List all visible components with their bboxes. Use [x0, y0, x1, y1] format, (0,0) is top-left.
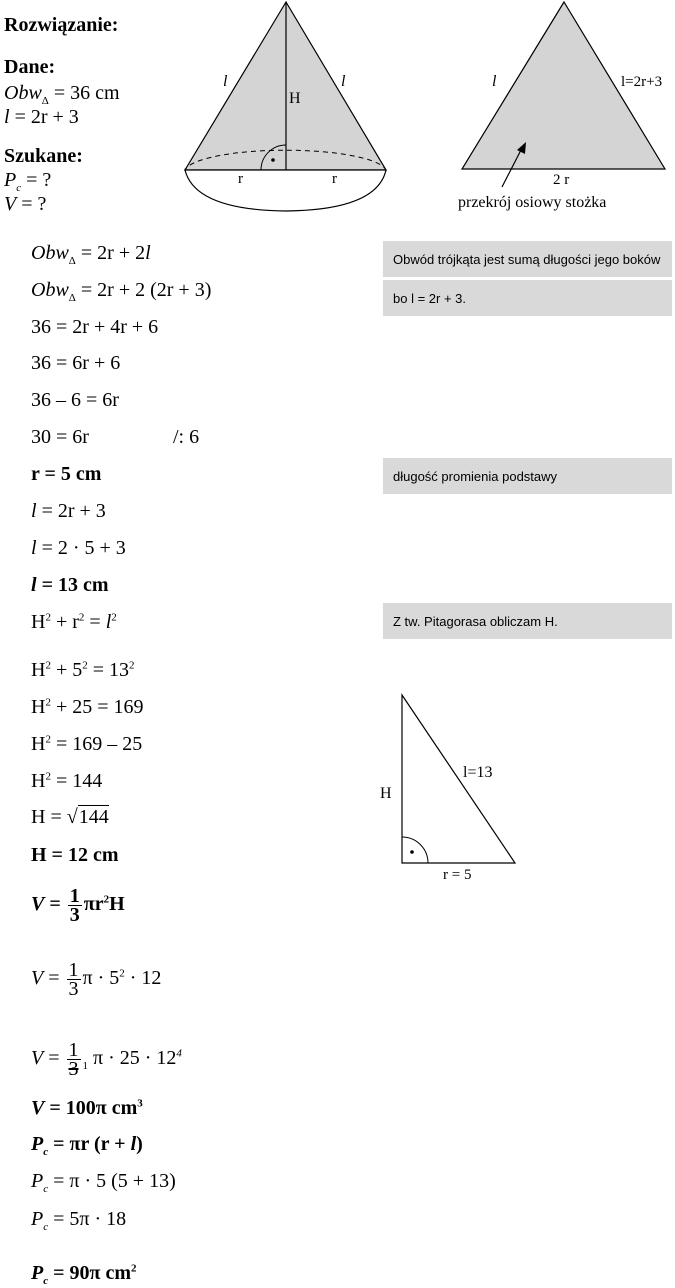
sought-area: $P_c$ = ? — [4, 169, 52, 194]
step-volume-result: V = 100π $cm^3$ — [31, 1097, 143, 1119]
triangle-hypotenuse-label: l=13 — [463, 764, 493, 781]
note-perimeter: Obwód trójkąta jest sumą długości jego boków — [383, 241, 672, 277]
step-perimeter-formula: Obw$_\Delta$ = 2r + 2l — [31, 242, 151, 267]
section-right-side-label: l=2r+3 — [621, 74, 663, 90]
step-4: 36 = 6r + 6 — [31, 352, 121, 374]
step-14: $H^2 = 169 - 25$ — [31, 733, 143, 755]
note-pythagoras: Z tw. Pitagorasa obliczam H. — [383, 603, 672, 639]
given-slant: l = 2r + 3 — [4, 106, 79, 128]
cone-height-label: H — [289, 90, 301, 107]
step-slant-substituted: l = 2 · 5 + 3 — [31, 537, 126, 559]
cone-radius-left-label: r — [238, 171, 243, 187]
step-volume-formula: V = $\frac{1}{3}$ $\pi r^2H$ — [31, 884, 125, 926]
cone-radius-right-label: r — [332, 171, 337, 187]
step-radius-result: r = 5 cm — [31, 463, 102, 485]
given-perimeter: Obw$_\Delta$ = 36 cm — [4, 82, 120, 107]
cone-slant-right-label: l — [341, 73, 346, 90]
step-3: 36 = 2r + 4r + 6 — [31, 316, 159, 338]
step-area-result: $P_c = 90\pi$ $cm^2$ — [31, 1262, 137, 1287]
note-radius: długość promienia podstawy — [383, 458, 672, 494]
section-caption: przekrój osiowy stożka — [458, 194, 607, 211]
cross-section-figure — [455, 0, 675, 215]
right-triangle-figure — [375, 690, 535, 885]
triangle-height-label: H — [380, 785, 392, 802]
given-heading: Dane: — [4, 56, 56, 78]
step-slant-result: l = 13 cm — [31, 574, 109, 596]
step-5: 36 – 6 = 6r — [31, 389, 119, 411]
step-6: 30 = 6r — [31, 426, 89, 448]
cone-figure — [175, 0, 400, 215]
step-pythagoras-substituted: $H^2 + 5^2 = 13^2$ — [31, 659, 135, 681]
step-height-result: H = 12 cm — [31, 844, 119, 866]
step-volume-reduced: V = $\frac{1}{3}$ $_1$ $\pi \cdot 25 \cdot 12^4$ — [31, 1038, 182, 1080]
section-left-side-label: l — [492, 73, 497, 90]
step-area-substituted: $P_c = \pi \cdot 5$ (5 + 13) — [31, 1170, 176, 1195]
step-6-division: /: 6 — [173, 426, 200, 448]
cone-slant-left-label: l — [223, 73, 228, 90]
triangle-base-label: r = 5 — [443, 867, 472, 883]
step-16: H = √144 — [31, 806, 109, 828]
sought-heading: Szukane: — [4, 145, 83, 167]
step-13: $H^2 + 25 = 169$ — [31, 696, 144, 718]
step-perimeter-substituted: Obw$_\Delta$ = 2r + 2 (2r + 3) — [31, 279, 212, 304]
step-pythagoras-formula: $H^2 + r^2 = l^2$ — [31, 611, 117, 633]
step-slant-formula: l = 2r + 3 — [31, 500, 106, 522]
section-base-label: 2 r — [553, 172, 570, 188]
note-substitution: bo l = 2r + 3. — [383, 280, 672, 316]
solution-heading: Rozwiązanie: — [4, 14, 119, 36]
step-volume-substituted: V = $\frac{1}{3}$ $\pi \cdot 5^2 \cdot 12$ — [31, 958, 162, 1000]
step-15: $H^2 = 144$ — [31, 770, 103, 792]
step-area-formula: $P_c = \pi r$ (r + l) — [31, 1133, 143, 1158]
step-area-simplified: $P_c = 5\pi \cdot 18$ — [31, 1208, 127, 1233]
sought-volume: V = ? — [4, 193, 47, 215]
